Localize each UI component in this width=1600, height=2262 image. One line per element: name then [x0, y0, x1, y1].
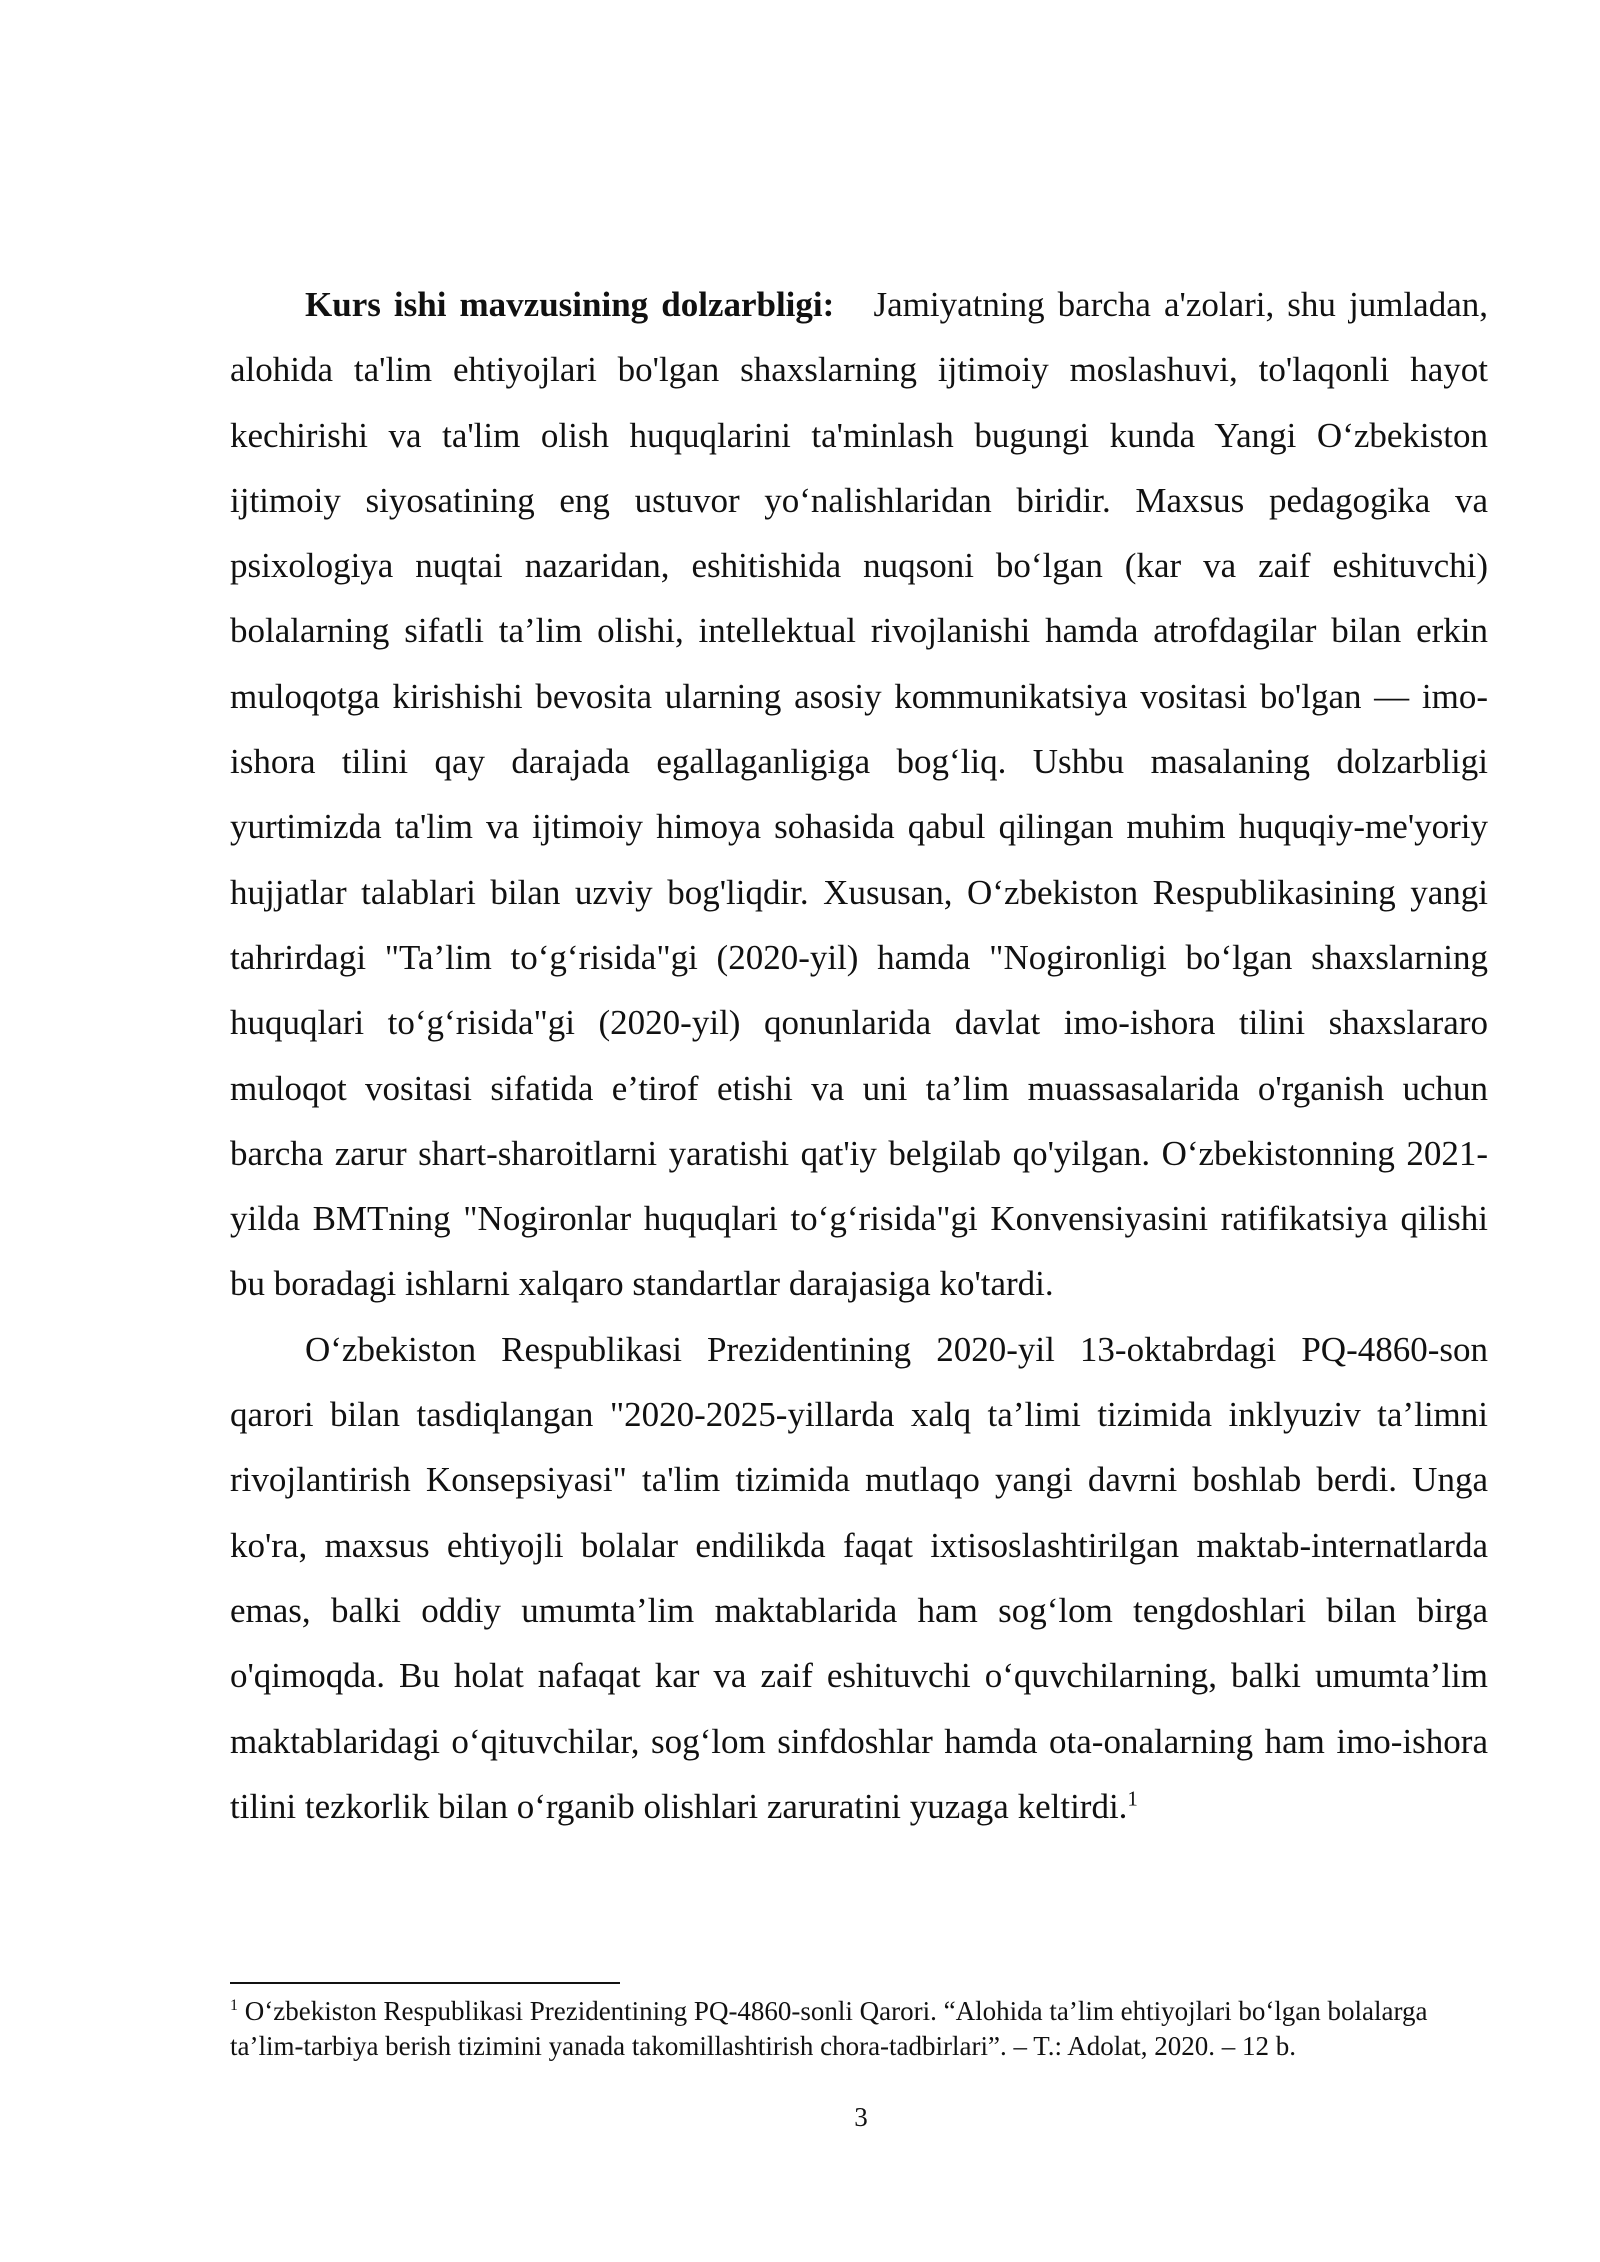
page-number: 3	[854, 2102, 868, 2132]
footnote-marker: 1	[230, 1997, 238, 2014]
footnote-reference[interactable]: 1	[1127, 1786, 1138, 1811]
paragraph-decree	[230, 1317, 1488, 1839]
paragraph-text: Jamiyatning barcha a'zolari, shu jumladan, alohida ta'lim ehtiyojlari bo'lgan shaxslarning ijtimoiy moslashuvi, to'laqonli hayot kechirishi va ta'lim olish huquqlarini ta'minlash bugungi kunda Yangi O‘zbekiston ijtimoiy siyosatining eng ustuvor yo‘nalishlaridan biridir. Maxsus pedagogika va psixologiya nuqtai nazaridan, eshitishida nuqsoni bo‘lgan (kar va zaif eshituvchi) bolalarning sifatli ta’lim olishi, intellektual rivojlanishi hamda atrofdagilar bilan erkin muloqotga kirishishi bevosita ularning asosiy kommunikatsiya vositasi bo'lgan — imo-ishora tilini qay darajada egallaganligiga bog‘liq. Ushbu masalaning dolzarbligi yurtimizda ta'lim va ijtimoiy himoya sohasida qabul qilingan muhim huquqiy-me'yoriy hujjatlar talablari bilan uzviy bog'liqdir. Xususan, O‘zbekiston Respublikasining yangi tahrirdagi "Ta’lim to‘g‘risida"gi (2020-yil) hamda "Nogironligi bo‘lgan shaxslarning huquqlari to‘g‘risida"gi (2020-yil) qonunlarida davlat imo-ishora tilini shaxslararo muloqot vositasi sifatida e’tirof etishi va uni ta’lim muassasalarida o'rganish uchun barcha zarur shart-sharoitlarni yaratishi qat'iy belgilab qo'yilgan. O‘zbekistonning 2021-yilda BMTning "Nogironlar huquqlari to‘g‘risida"gi Konvensiyasini ratifikatsiya qilishi bu boradagi ishlarni xalqaro standartlar darajasiga ko'tardi.	[230, 285, 1488, 1304]
footnote	[230, 1994, 1488, 2064]
body-text	[230, 272, 1488, 1839]
footnote-separator	[230, 1982, 620, 1984]
paragraph-text: O‘zbekiston Respublikasi Prezidentining 2020-yil 13-oktabrdagi PQ-4860-son qarori bilan tasdiqlangan "2020-2025-yillarda xalq ta’limi tizimida inklyuziv ta’limni rivojlantirish Konsepsiyasi" ta'lim tizimida mutlaqo yangi davrni boshlab berdi. Unga ko'ra, maxsus ehtiyojli bolalar endilikda faqat ixtisoslashtirilgan maktab-internatlarda emas, balki oddiy umumta’lim maktablarida ham sog‘lom tengdoshlari bilan birga o'qimoqda. Bu holat nafaqat kar va zaif eshituvchi o‘quvchilarning, balki umumta’lim maktablaridagi o‘qituvchilar, sog‘lom sinfdoshlar hamda ota-onalarning ham imo-ishora tilini tezkorlik bilan o‘rganib olishlari zaruratini yuzaga keltirdi.	[230, 1329, 1488, 1826]
footnote-text: O‘zbekiston Respublikasi Prezidentining PQ-4860-sonli Qarori. “Alohida ta’lim ehtiyojlari bo‘lgan bolalarga ta’lim-tarbiya berish tizimini yanada takomillashtirish chora-tadbirlari”. – T.: Adolat, 2020. – 12 b.	[230, 1996, 1428, 2061]
section-heading: Kurs ishi mavzusining dolzarbligi:	[305, 285, 835, 324]
paragraph-relevance	[230, 272, 1488, 1317]
